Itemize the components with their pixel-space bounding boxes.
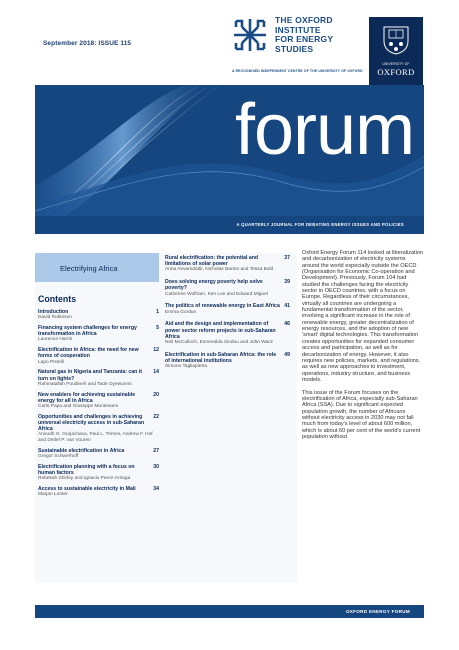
- toc-entry-page: 37: [284, 255, 290, 261]
- toc-entry-title: Electrification in sub-Saharan Africa: the role of international institutions: [165, 351, 277, 365]
- theme-box: [35, 253, 159, 282]
- toc-entry[interactable]: [38, 392, 159, 410]
- toc-entry-author: Emma Gordon: [165, 309, 197, 315]
- toc-entry-title: Rural electrification: the potential and limitations of solar power: [165, 255, 259, 268]
- toc-entry-title: Aid and the design and implementation of power sector reform projects in sub-Saharan Africa: [165, 321, 276, 340]
- toc-entry-author: Carlo Papa and Giuseppe Montesano: [38, 404, 119, 410]
- institute-name: THE OXFORD INSTITUTE FOR ENERGY STUDIES: [275, 15, 334, 54]
- toc-entry-title: Does solving energy poverty help solve poverty?: [165, 279, 263, 292]
- toc-entry[interactable]: [38, 448, 159, 460]
- toc-entry-author: Anirudh G. Gurjachava, Paul L. Trimes, Andrew F. Hof and Detlef P. van Vuuren: [38, 432, 153, 444]
- toc-entry-title: Introduction: [38, 309, 69, 315]
- toc-entry[interactable]: [165, 279, 290, 297]
- toc-entry[interactable]: [165, 321, 290, 345]
- toc-entry-title: Financing system challenges for energy transformation in Africa: [38, 325, 137, 338]
- toc-entry-author: David Robinson: [38, 315, 72, 321]
- toc-entry-author: Laurence Harris: [38, 337, 73, 343]
- toc-entry-page: 46: [284, 321, 290, 328]
- toc-entry-author: Rahmatallah Poudineh and Tade Oyewunmi: [38, 381, 132, 387]
- toc-entry-author: Marjan Lunter: [38, 492, 68, 498]
- toc-entry-page: 27: [153, 448, 159, 455]
- oxford-crest-icon: [382, 25, 410, 55]
- footer-label: OXFORD ENERGY FORUM: [345, 609, 410, 614]
- toc-entry-author: Gregor Schwerhoff: [38, 454, 79, 460]
- toc-entry-author: Anna Aevarsdottir, Nicholas Barton and Tessa Bold: [165, 267, 274, 273]
- toc-entry-page: 30: [153, 464, 159, 471]
- oxford-university-logo: [369, 17, 423, 87]
- journal-strapline-bar: [35, 216, 424, 234]
- toc-entry-author: Neil McCulloch, Esmeralda Sindou and John Ward: [165, 340, 273, 346]
- toc-entry[interactable]: [165, 255, 290, 273]
- toc-entry-page: 22: [153, 413, 159, 420]
- toc-entry[interactable]: [165, 303, 290, 315]
- toc-entry[interactable]: [38, 486, 159, 498]
- toc-entry-page: 5: [156, 325, 159, 331]
- toc-entry[interactable]: [38, 325, 159, 343]
- toc-entry-page: 34: [153, 486, 159, 493]
- toc-entry-title: New enablers for achieving sustainable energy for all in Africa: [38, 391, 136, 404]
- toc-entry[interactable]: [38, 464, 159, 482]
- toc-entry-title: Electrification in Africa: the need for new forms of cooperation: [38, 347, 139, 360]
- toc-entry-title: The politics of renewable energy in East Africa: [165, 303, 280, 310]
- contents-list: [35, 309, 159, 498]
- toc-entry-page: 49: [284, 351, 290, 358]
- oxford-wordmark: OXFORD: [377, 67, 415, 77]
- introduction-text: [302, 250, 424, 447]
- toc-entry-page: 20: [153, 391, 159, 398]
- intro-paragraph: Oxford Energy Forum 114 looked at liberalization and decarbonization of electricity systems around the world especially outside the OECD (Organisation for Economic Co-operation and Development). Previously, Forum 104 had studied the challenges facing the electricity sector in OECD countries, with a focus on Europe. Regardless of their circumstances, virtually all countries are undergoing a fundamental transformation of the sector, involving a significant increase in the role of renewable energy, greater decentralization of energy resources, and the adoption of new 'smart' digital technologies. This transformation creates opportunities for expanded consumer access and participation, as well as for decarbonization of energy. However, it also requires new policies, markets, and regulations, as well as new approaches to investment, operations, industry structure, and business models.: [302, 250, 424, 383]
- institute-logo-icon: [232, 17, 268, 53]
- toc-entry-title: Natural gas in Nigeria and Tanzania: can it turn on lights?: [38, 369, 142, 382]
- toc-entry-title: Electrification planning with a focus on human factors: [38, 464, 135, 477]
- contents-column-1: [35, 253, 159, 502]
- toc-entry-title: Sustainable electrification in Africa: [38, 448, 125, 455]
- journal-strapline: A QUARTERLY JOURNAL FOR DEBATING ENERGY ISSUES AND POLICIES: [236, 222, 404, 227]
- contents-heading: Contents: [38, 294, 77, 304]
- cover-banner: [35, 85, 424, 216]
- toc-entry-author: Lapo Pistelli: [38, 359, 64, 365]
- toc-entry-page: 41: [284, 303, 290, 310]
- footer-bar: [35, 605, 424, 618]
- forum-title: forum: [235, 90, 415, 170]
- toc-entry-title: Opportunities and challenges in achieving universal electricity access in sub-Saharan Africa: [38, 413, 145, 433]
- toc-entry-author: Simone Tagliapietra: [165, 364, 208, 370]
- toc-entry-author: Rebekah Shirley and Ignacio Perez-Arriaga: [38, 476, 131, 482]
- toc-entry-page: 1: [156, 309, 159, 315]
- theme-title: Electrifying Africa: [60, 264, 118, 273]
- university-of-label: UNIVERSITY OF: [382, 62, 410, 66]
- toc-entry-page: 39: [284, 279, 290, 286]
- toc-entry-title: Access to sustainable electricity in Mali: [38, 486, 136, 493]
- toc-entry[interactable]: [38, 347, 159, 365]
- issue-label: September 2018: ISSUE 115: [43, 40, 132, 47]
- intro-paragraph: This issue of the Forum focuses on the electrification of Africa, especially sub-Saharan Africa (SSA). Due to significant expected population growth, the number of Africans without electricity access in 2030 may not fall much from today's level of about 600 million, which is about 60 per cent of the world's current population without: [302, 389, 421, 441]
- toc-entry-page: 12: [153, 347, 159, 354]
- institute-tagline: A RECOGNISED INDEPENDENT CENTRE OF THE UNIVERSITY OF OXFORD: [232, 69, 363, 73]
- toc-entry-page: 14: [153, 369, 159, 376]
- toc-entry[interactable]: [38, 369, 159, 387]
- contents-list-continued: [165, 255, 290, 376]
- toc-entry[interactable]: [165, 352, 290, 370]
- toc-entry[interactable]: [38, 309, 159, 321]
- toc-entry-author: Catherine Wolfram, Ken Lee and Edward Miguel: [165, 291, 268, 297]
- toc-entry[interactable]: [38, 414, 159, 444]
